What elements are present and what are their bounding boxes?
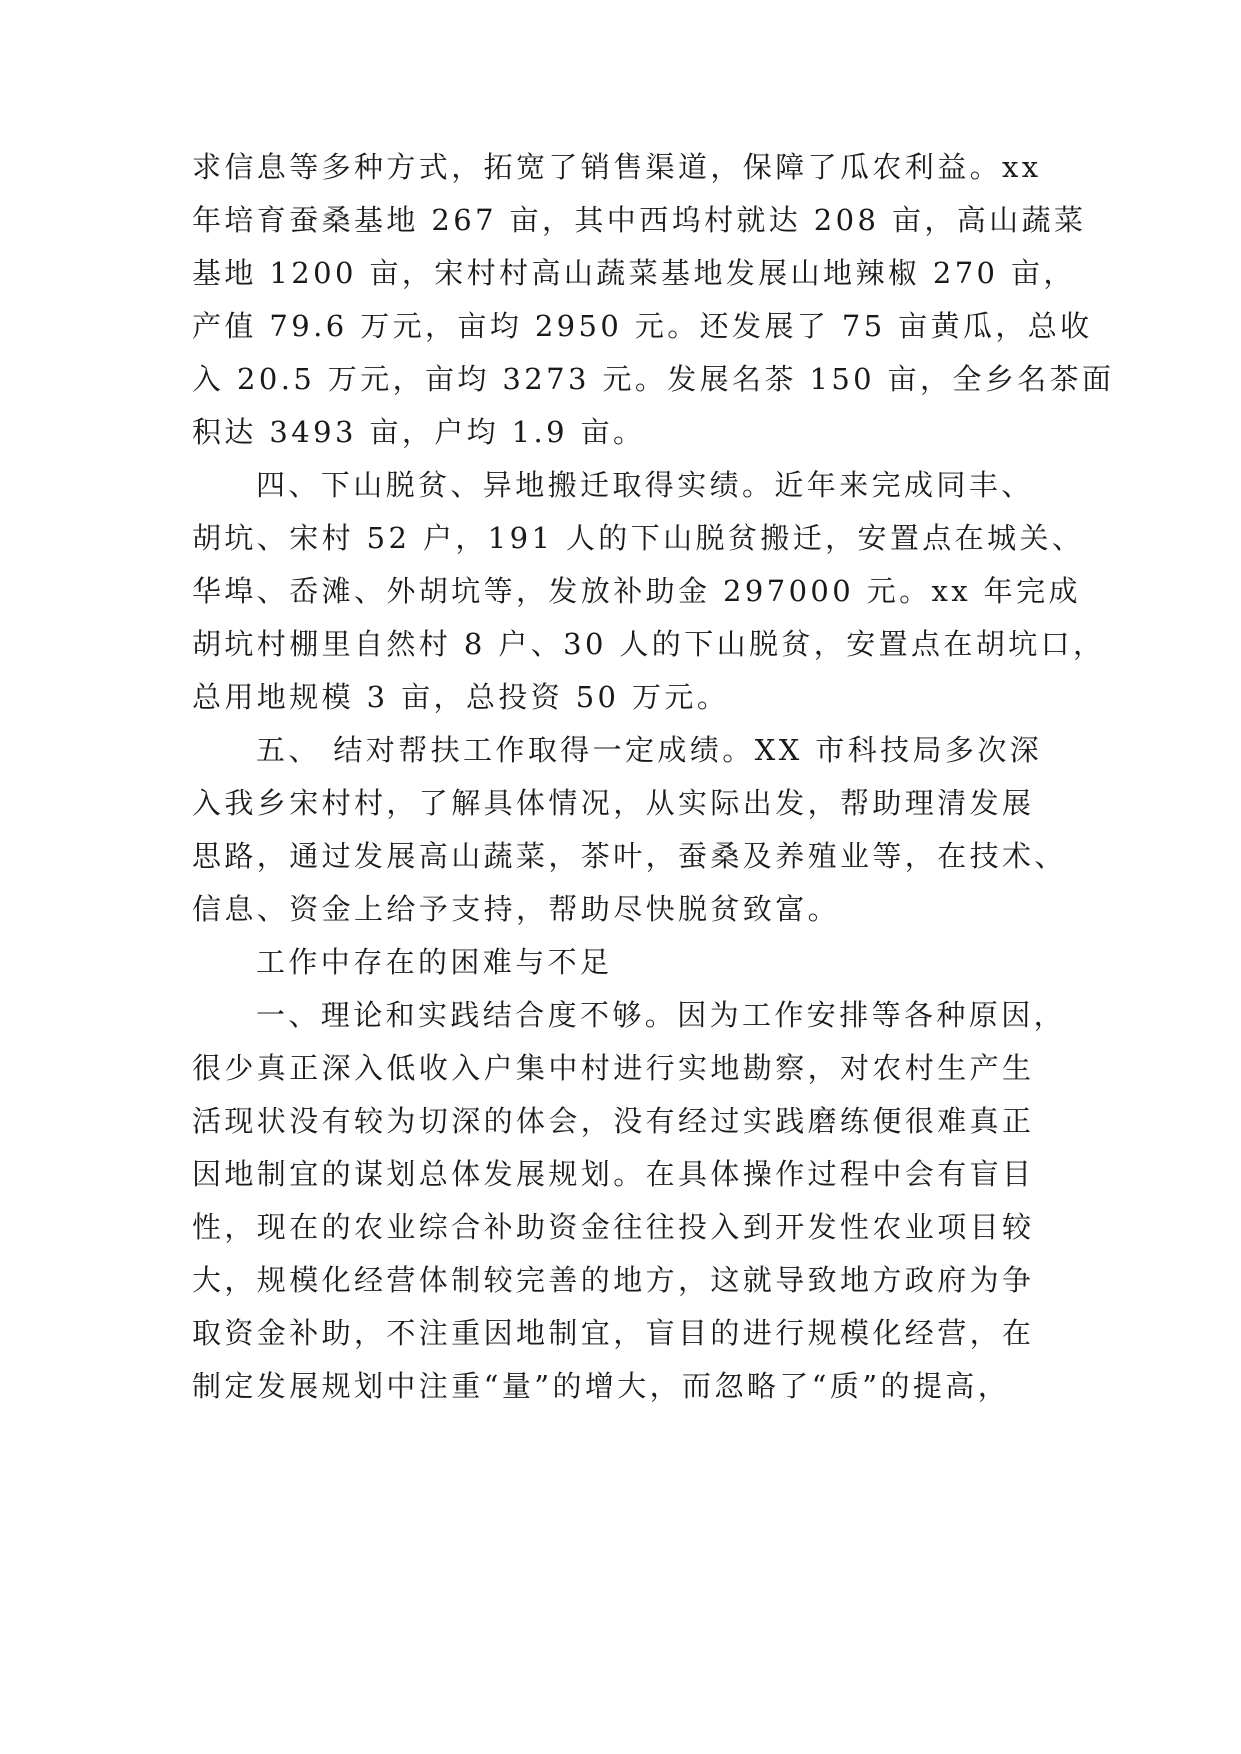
section-heading-text: 一、理论和实践结合度不够。因为工作安排等各种原因， xyxy=(256,998,1067,1032)
text-line: 制定发展规划中注重“量”的增大，而忽略了“质”的提高， xyxy=(192,1369,1011,1403)
text-line: 取资金补助，不注重因地制宜，盲目的进行规模化经营，在 xyxy=(192,1316,1035,1350)
text-line: 总用地规模 3 亩，总投资 50 万元。 xyxy=(192,680,730,714)
text-line: 基地 1200 亩，宋村村高山蔬菜基地发展山地辣椒 270 亩， xyxy=(192,256,1076,290)
text-line: 胡坑村棚里自然村 8 户、30 人的下山脱贫，安置点在胡坑口， xyxy=(192,627,1106,661)
subheading: 工作中存在的困难与不足 xyxy=(256,945,613,979)
text-line: 入 20.5 万元，亩均 3273 元。发展名茶 150 亩，全乡名茶面 xyxy=(192,362,1115,396)
text-line: 产值 79.6 万元，亩均 2950 元。还发展了 75 亩黄瓜，总收 xyxy=(192,309,1093,343)
text-line: 大，规模化经营体制较完善的地方，这就导致地方政府为争 xyxy=(192,1263,1035,1297)
text-line: 胡坑、宋村 52 户，191 人的下山脱贫搬迁，安置点在城关、 xyxy=(192,521,1085,555)
text-line: 思路，通过发展高山蔬菜，茶叶，蚕桑及养殖业等，在技术、 xyxy=(192,839,1067,873)
text-line: 入我乡宋村村，了解具体情况，从实际出发，帮助理清发展 xyxy=(192,786,1035,820)
text-line: 年培育蚕桑基地 267 亩，其中西坞村就达 208 亩，高山蔬菜 xyxy=(192,203,1087,237)
text-line: 积达 3493 亩，户均 1.9 亩。 xyxy=(192,415,646,449)
text-line: 很少真正深入低收入户集中村进行实地勘察，对农村生产生 xyxy=(192,1051,1035,1085)
text-line: 因地制宜的谋划总体发展规划。在具体操作过程中会有盲目 xyxy=(192,1157,1035,1191)
text-line: 求信息等多种方式，拓宽了销售渠道，保障了瓜农利益。xx xyxy=(192,150,1042,184)
text-line: 信息、资金上给予支持，帮助尽快脱贫致富。 xyxy=(192,892,841,926)
text-line: 华埠、岙滩、外胡坑等，发放补助金 297000 元。xx 年完成 xyxy=(192,574,1081,608)
section-heading-text: 四、下山脱贫、异地搬迁取得实绩。近年来完成同丰、 xyxy=(256,468,1034,502)
section-heading-text: 五、 结对帮扶工作取得一定成绩。XX 市科技局多次深 xyxy=(256,733,1043,767)
text-line: 性，现在的农业综合补助资金往往投入到开发性农业项目较 xyxy=(192,1210,1035,1244)
text-line: 活现状没有较为切深的体会，没有经过实践磨练便很难真正 xyxy=(192,1104,1035,1138)
